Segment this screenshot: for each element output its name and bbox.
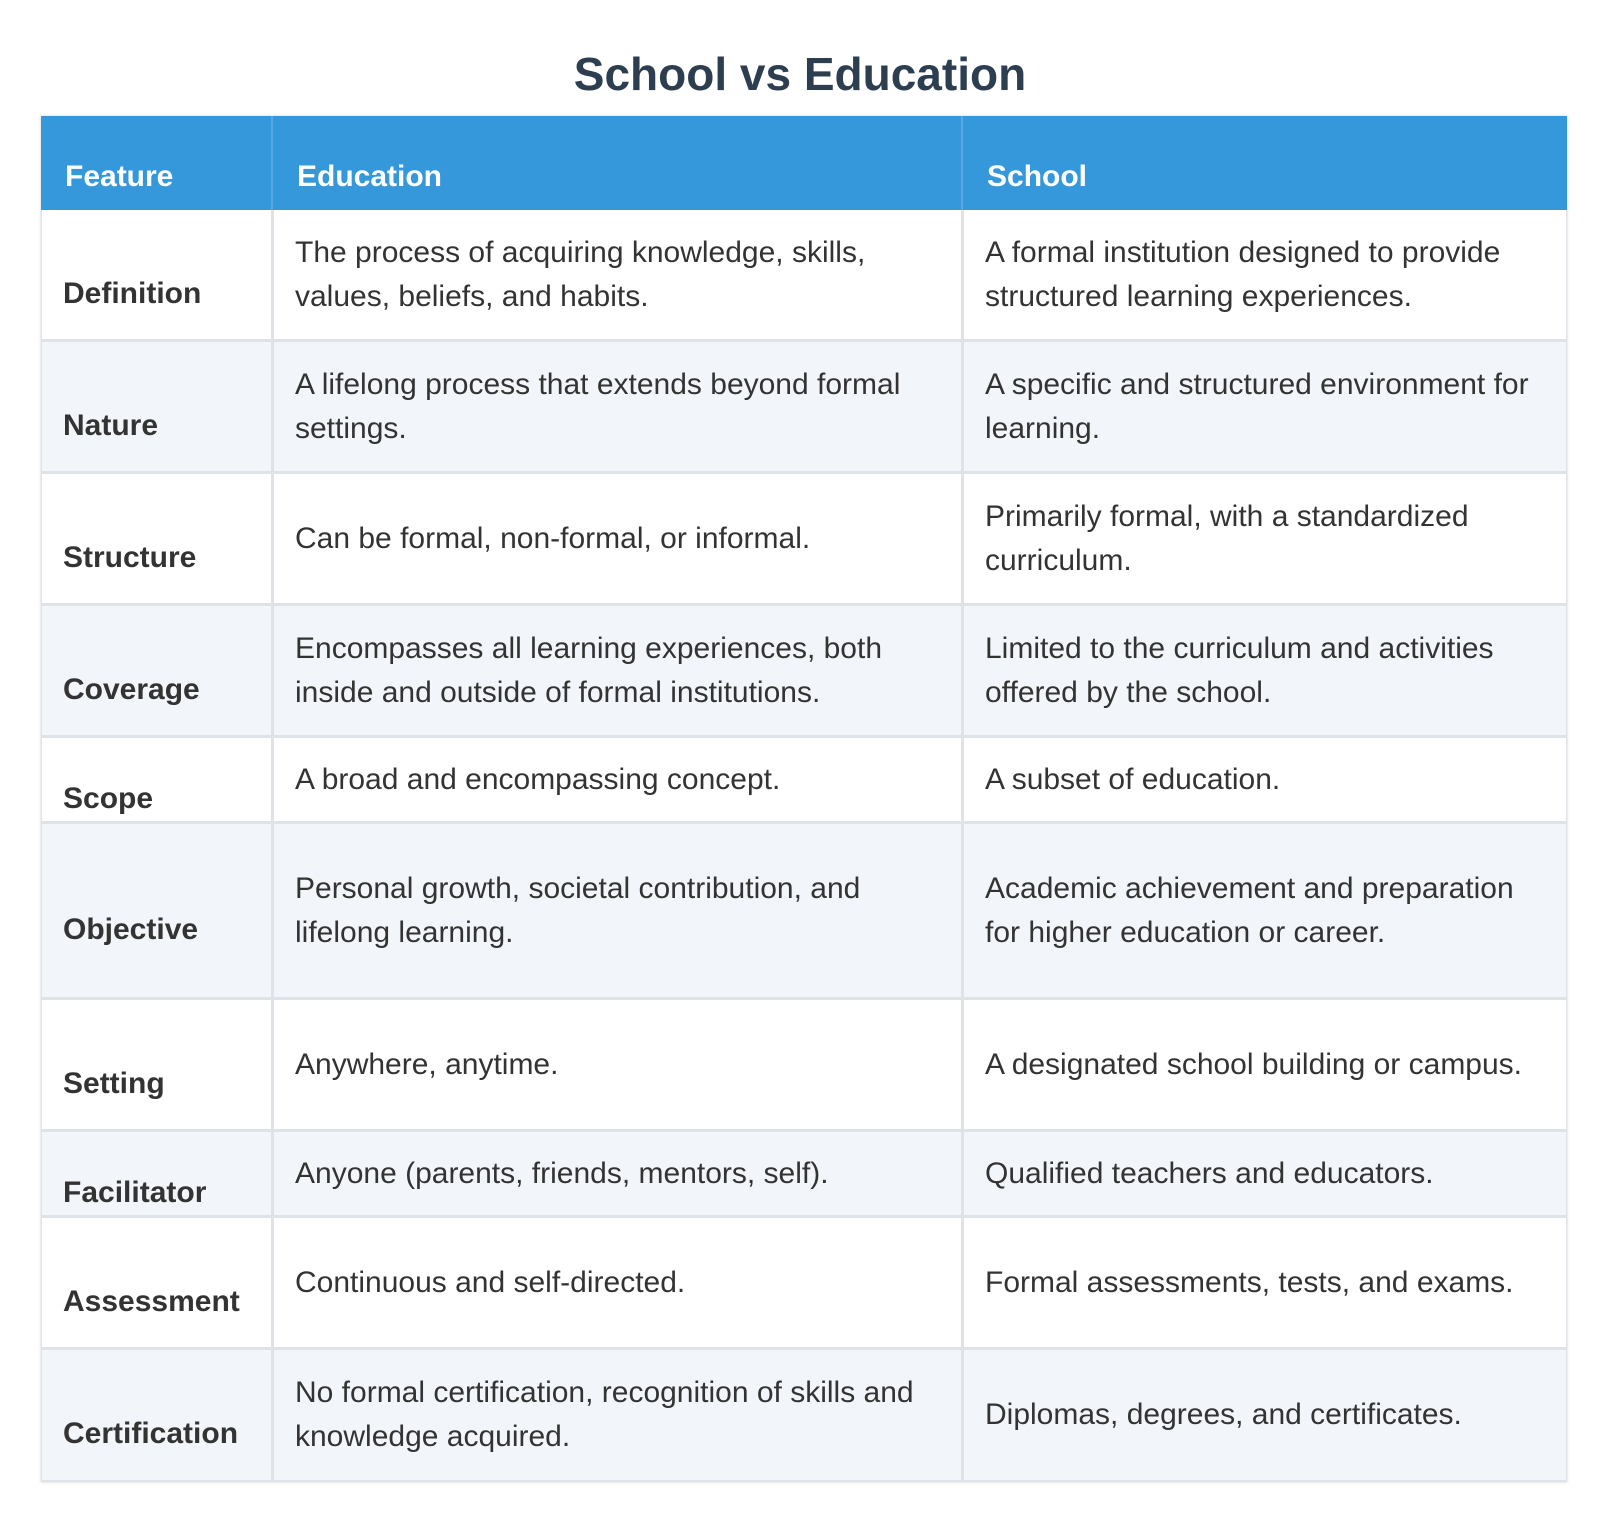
feature-cell: Nature (41, 342, 271, 474)
school-cell: Primarily formal, with a standardized curriculum. (961, 474, 1567, 606)
table-row (41, 738, 1567, 824)
table-row (41, 824, 1567, 1000)
table-row (41, 1000, 1567, 1132)
education-cell: A lifelong process that extends beyond formal settings. (271, 342, 961, 474)
feature-cell: Setting (41, 1000, 271, 1132)
school-cell: Academic achievement and preparation for higher education or career. (961, 824, 1567, 1000)
header-education: Education (271, 116, 961, 210)
feature-cell: Definition (41, 210, 271, 342)
feature-cell: Certification (41, 1350, 271, 1482)
header-feature: Feature (41, 116, 271, 210)
feature-cell: Objective (41, 824, 271, 1000)
school-cell: Diplomas, degrees, and certificates. (961, 1350, 1567, 1482)
education-cell: No formal certification, recognition of skills and knowledge acquired. (271, 1350, 961, 1482)
education-cell: Encompasses all learning experiences, both inside and outside of formal institutions. (271, 606, 961, 738)
school-cell: Qualified teachers and educators. (961, 1132, 1567, 1218)
education-cell: The process of acquiring knowledge, skills, values, beliefs, and habits. (271, 210, 961, 342)
table-row (41, 606, 1567, 738)
school-cell: Formal assessments, tests, and exams. (961, 1218, 1567, 1350)
education-cell: Can be formal, non-formal, or informal. (271, 474, 961, 606)
table-row (41, 210, 1567, 342)
feature-cell: Coverage (41, 606, 271, 738)
education-cell: A broad and encompassing concept. (271, 738, 961, 824)
education-cell: Continuous and self-directed. (271, 1218, 961, 1350)
table-row (41, 474, 1567, 606)
table-header-row (41, 116, 1567, 210)
table-row (41, 1350, 1567, 1482)
school-cell: A formal institution designed to provide structured learning experiences. (961, 210, 1567, 342)
feature-cell: Structure (41, 474, 271, 606)
school-cell: A designated school building or campus. (961, 1000, 1567, 1132)
feature-cell: Assessment (41, 1218, 271, 1350)
feature-cell: Scope (41, 738, 271, 824)
school-cell: A specific and structured environment for learning. (961, 342, 1567, 474)
education-cell: Anywhere, anytime. (271, 1000, 961, 1132)
table-row (41, 1218, 1567, 1350)
education-cell: Personal growth, societal contribution, and lifelong learning. (271, 824, 961, 1000)
school-cell: Limited to the curriculum and activities offered by the school. (961, 606, 1567, 738)
feature-cell: Facilitator (41, 1132, 271, 1218)
school-cell: A subset of education. (961, 738, 1567, 824)
comparison-table (41, 116, 1567, 1482)
table-row (41, 1132, 1567, 1218)
header-school: School (961, 116, 1567, 210)
page-title: School vs Education (573, 48, 1027, 100)
table-row (41, 342, 1567, 474)
education-cell: Anyone (parents, friends, mentors, self). (271, 1132, 961, 1218)
